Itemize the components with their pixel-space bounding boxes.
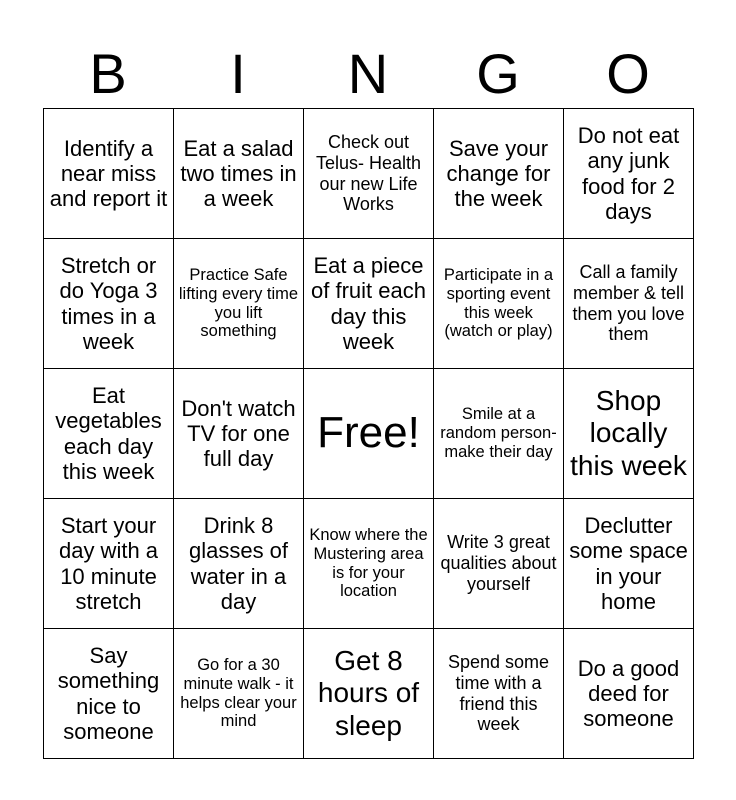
bingo-cell[interactable] — [44, 499, 174, 629]
bingo-cell[interactable] — [44, 109, 174, 239]
bingo-cell[interactable] — [434, 369, 564, 499]
cell-text: Save your change for the week — [446, 135, 551, 212]
bingo-cell[interactable] — [564, 499, 694, 629]
cell-text: Write 3 great qualities about yourself — [440, 532, 557, 594]
board-row — [44, 239, 694, 369]
cell-text: Declutter some space in your home — [569, 512, 688, 614]
board-row — [44, 369, 694, 499]
cell-text: Participate in a sporting event this week (watch or play) — [443, 265, 554, 341]
bingo-cell[interactable] — [304, 109, 434, 239]
cell-text: Eat a piece of fruit each day this week — [311, 252, 426, 354]
free-space-text: Free! — [317, 408, 420, 458]
cell-text: Identify a near miss and report it — [49, 135, 168, 212]
board-row — [44, 109, 694, 239]
cell-text: Eat a salad two times in a week — [180, 135, 297, 212]
cell-text: Shop locally this week — [570, 385, 687, 481]
bingo-cell[interactable] — [304, 239, 434, 369]
header-letter-n: N — [347, 42, 389, 105]
bingo-cell[interactable] — [44, 629, 174, 759]
bingo-board — [43, 108, 694, 759]
cell-text: Say something nice to someone — [57, 642, 160, 744]
board-row — [44, 499, 694, 629]
cell-text: Practice Safe lifting every time you lift something — [178, 265, 299, 341]
cell-text: Call a family member & tell them you love them — [572, 262, 685, 345]
bingo-cell[interactable] — [564, 239, 694, 369]
bingo-cell[interactable] — [434, 629, 564, 759]
cell-text: Stretch or do Yoga 3 times in a week — [59, 252, 158, 354]
bingo-cell[interactable] — [44, 239, 174, 369]
cell-text: Go for a 30 minute walk - it helps clear your mind — [180, 655, 297, 731]
bingo-cell[interactable] — [304, 499, 434, 629]
bingo-cell[interactable] — [434, 239, 564, 369]
cell-text: Do not eat any junk food for 2 days — [577, 122, 680, 224]
header-letter-o: O — [606, 42, 650, 105]
bingo-cell[interactable] — [174, 499, 304, 629]
bingo-header — [43, 40, 693, 108]
cell-text: Get 8 hours of sleep — [317, 645, 420, 741]
bingo-cell[interactable] — [434, 499, 564, 629]
header-letter-b: B — [89, 42, 127, 105]
bingo-cell[interactable] — [564, 629, 694, 759]
bingo-cell[interactable] — [174, 369, 304, 499]
bingo-cell[interactable] — [174, 239, 304, 369]
free-space-cell[interactable] — [304, 369, 434, 499]
cell-text: Spend some time with a friend this week — [447, 652, 550, 735]
cell-text: Know where the Mustering area is for your location — [309, 525, 428, 601]
bingo-cell[interactable] — [174, 629, 304, 759]
header-letter-i: I — [230, 42, 246, 105]
cell-text: Start your day with a 10 minute stretch — [58, 512, 159, 614]
bingo-cell[interactable] — [44, 369, 174, 499]
bingo-cell[interactable] — [434, 109, 564, 239]
bingo-cell[interactable] — [564, 109, 694, 239]
cell-text: Smile at a random person- make their day — [440, 405, 557, 461]
board-row — [44, 629, 694, 759]
cell-text: Drink 8 glasses of water in a day — [188, 512, 289, 614]
header-letter-g: G — [476, 42, 520, 105]
cell-text: Check out Telus- Health our new Life Works — [315, 132, 422, 215]
bingo-cell[interactable] — [564, 369, 694, 499]
bingo-cell[interactable] — [174, 109, 304, 239]
bingo-cell[interactable] — [304, 629, 434, 759]
cell-text: Do a good deed for someone — [577, 655, 680, 732]
cell-text: Don't watch TV for one full day — [181, 395, 296, 472]
cell-text: Eat vegetables each day this week — [55, 382, 162, 484]
